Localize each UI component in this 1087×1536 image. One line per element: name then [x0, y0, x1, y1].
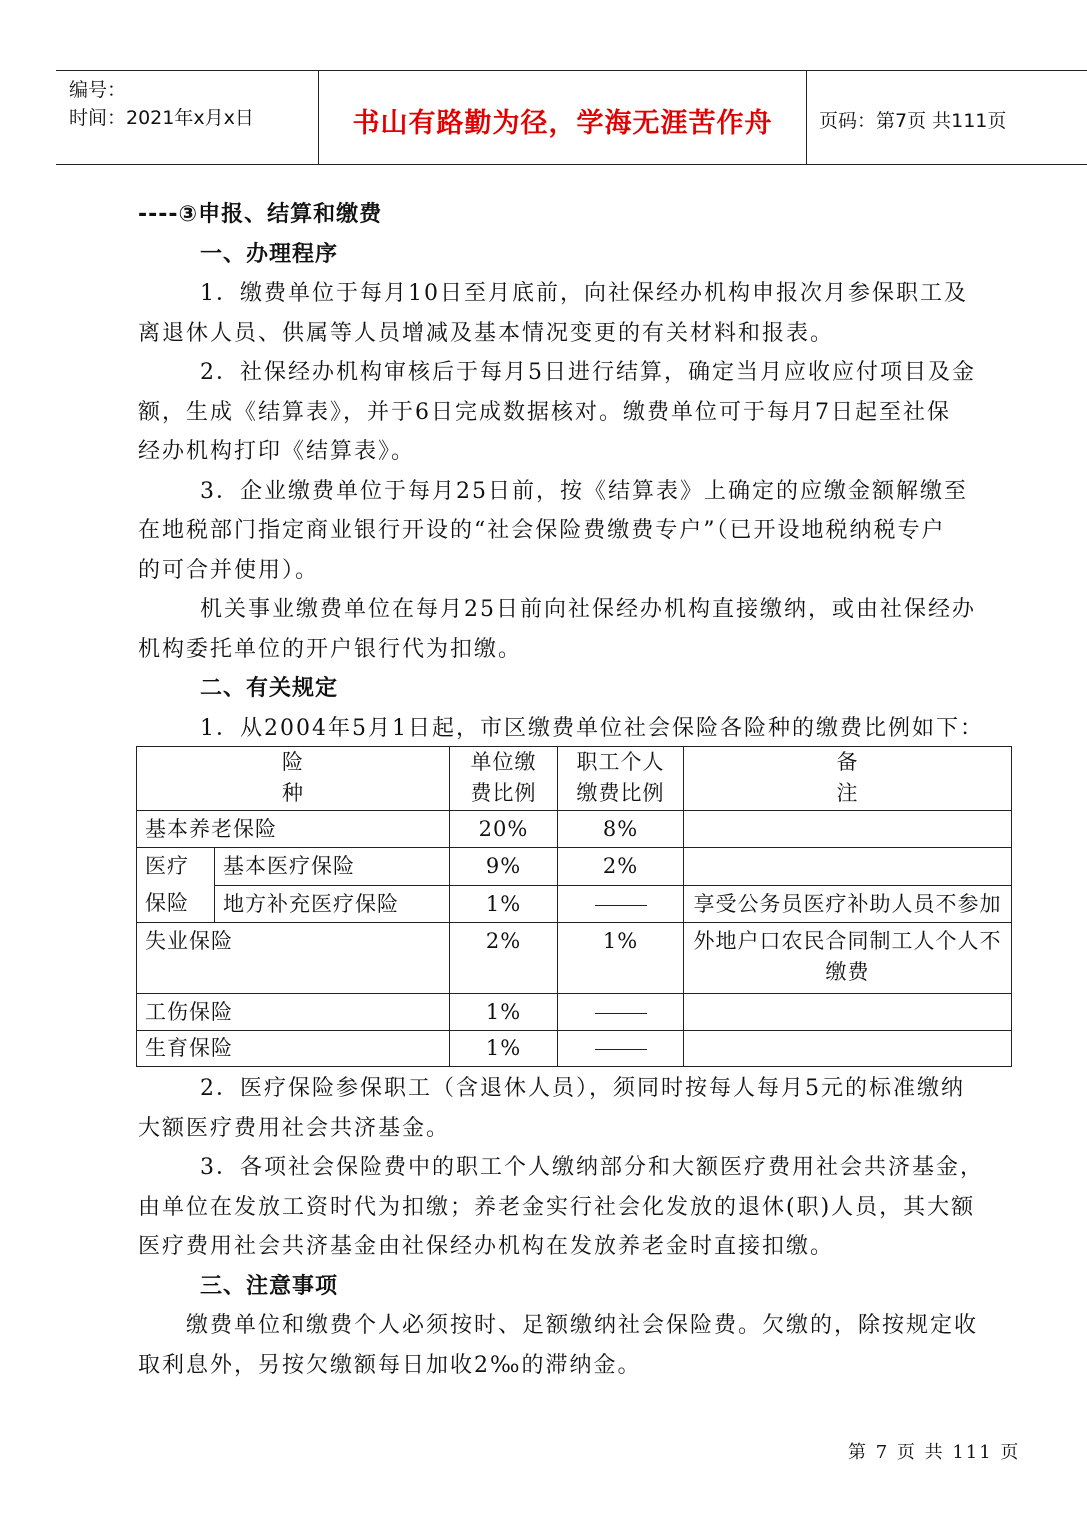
dash-mark	[595, 905, 647, 906]
medical-group-label	[137, 848, 215, 923]
document-body	[138, 195, 1010, 748]
header-note	[684, 747, 1012, 811]
table-row	[137, 811, 1012, 848]
header-page-cell	[807, 71, 1087, 164]
person-rate: 1%	[558, 923, 684, 994]
header-person-line-2: 缴费比例	[576, 781, 665, 805]
row-label: 失业保险	[137, 923, 450, 994]
medical-group-line-2: 保险	[145, 891, 189, 915]
document-body-continued	[138, 1069, 1010, 1385]
section-heading-2: 二、有关规定	[200, 676, 339, 701]
medical-group-line-1: 医疗	[145, 854, 189, 878]
paragraph-line: 医疗费用社会共济基金由社保经办机构在发放养老金时直接扣缴。	[138, 1234, 835, 1259]
row-label: 工伤保险	[137, 994, 450, 1031]
paragraph-line: 在地税部门指定商业银行开设的“社会保险费缴费专户”（已开设地税纳税专户	[138, 518, 946, 543]
unit-rate: 1%	[450, 886, 558, 923]
unit-rate: 20%	[450, 811, 558, 848]
person-rate	[558, 886, 684, 923]
unit-rate: 9%	[450, 848, 558, 886]
person-rate: 2%	[558, 848, 684, 886]
page-code: 页码：第7页 共111页	[819, 110, 1007, 132]
paragraph-line: 机构委托单位的开户银行代为扣缴。	[138, 636, 523, 662]
doc-title: ----③申报、结算和缴费	[138, 202, 383, 227]
table-row	[137, 848, 1012, 886]
time-label: 时间：2021年x月x日	[69, 107, 254, 129]
paragraph-line: 2．社保经办机构审核后于每月5日进行结算，确定当月应收应付项目及金	[200, 360, 976, 385]
paragraph-line: 由单位在发放工资时代为扣缴；养老金实行社会化发放的退休(职)人员，其大额	[138, 1194, 976, 1220]
paragraph-line: 取利息外，另按欠缴额每日加收2‰的滞纳金。	[138, 1352, 642, 1378]
row-label: 基本医疗保险	[215, 848, 450, 886]
header-meta-cell	[56, 71, 319, 164]
paragraph-line: 1．缴费单位于每月10日至月底前，向社保经办机构申报次月参保职工及	[200, 281, 968, 306]
paragraph-line: 机关事业缴费单位在每月25日前向社保经办机构直接缴纳，或由社保经办	[200, 597, 976, 622]
table-row	[137, 994, 1012, 1031]
paragraph-line: 经办机构打印《结算表》。	[138, 439, 416, 464]
unit-rate: 2%	[450, 923, 558, 994]
page-footer: 第 7 页 共 111 页	[848, 1442, 1021, 1463]
header-note-line-1: 备	[836, 750, 859, 774]
paragraph-line: 缴费单位和缴费个人必须按时、足额缴纳社会保险费。欠缴的，除按规定收	[186, 1313, 979, 1338]
note: 享受公务员医疗补助人员不参加	[684, 886, 1012, 923]
row-label: 地方补充医疗保险	[215, 886, 450, 923]
note-line-1: 外地户口农民合同制工人个人不	[693, 929, 1002, 953]
paragraph-line: 的可合并使用）。	[138, 557, 320, 583]
table-row	[137, 923, 1012, 994]
table-row	[137, 886, 1012, 923]
paragraph-line: 额，生成《结算表》，并于6日完成数据核对。缴费单位可于每月7日起至社保	[138, 399, 951, 425]
person-rate: 8%	[558, 811, 684, 848]
header-person-line-1: 职工个人	[576, 750, 665, 774]
number-label: 编号：	[69, 79, 127, 101]
section-heading-3: 三、注意事项	[200, 1273, 339, 1299]
header-unit-line-1: 单位缴	[470, 750, 537, 774]
page-header	[56, 70, 1087, 165]
paragraph-line: 3．企业缴费单位于每月25日前，按《结算表》上确定的应缴金额解缴至	[200, 478, 968, 504]
note-line-2: 缴费	[825, 960, 870, 984]
paragraph-line: 离退休人员、供属等人员增减及基本情况变更的有关材料和报表。	[138, 320, 835, 346]
row-label: 生育保险	[137, 1031, 450, 1067]
note	[684, 848, 1012, 886]
paragraph-line: 3．各项社会保险费中的职工个人缴纳部分和大额医疗费用社会共济基金，	[200, 1155, 984, 1180]
motto: 书山有路勤为径，学海无涯苦作舟	[352, 108, 773, 139]
dash-mark	[595, 1013, 647, 1014]
paragraph-line: 大额医疗费用社会共济基金。	[138, 1115, 451, 1141]
header-type-line-1: 险	[282, 750, 304, 774]
table-row	[137, 1031, 1012, 1067]
row-label: 基本养老保险	[137, 811, 450, 848]
note	[684, 994, 1012, 1031]
dash-mark	[595, 1049, 647, 1050]
note	[684, 923, 1012, 994]
person-rate	[558, 994, 684, 1031]
section-heading-1: 一、办理程序	[200, 241, 339, 267]
header-unit-rate	[450, 747, 558, 811]
paragraph-line: 1．从2004年5月1日起，市区缴费单位社会保险各险种的缴费比例如下：	[200, 715, 984, 741]
header-type-line-2: 种	[282, 781, 304, 805]
header-note-line-2: 注	[836, 781, 859, 805]
note	[684, 1031, 1012, 1067]
person-rate	[558, 1031, 684, 1067]
header-type	[137, 747, 450, 811]
table-header-row	[137, 747, 1012, 811]
paragraph-line: 2．医疗保险参保职工（含退休人员），须同时按每人每月5元的标准缴纳	[200, 1076, 965, 1101]
unit-rate: 1%	[450, 1031, 558, 1067]
header-unit-line-2: 费比例	[470, 781, 537, 805]
insurance-rate-table	[136, 746, 1012, 1067]
unit-rate: 1%	[450, 994, 558, 1031]
note	[684, 811, 1012, 848]
header-motto-cell	[319, 71, 807, 164]
header-person-rate	[558, 747, 684, 811]
